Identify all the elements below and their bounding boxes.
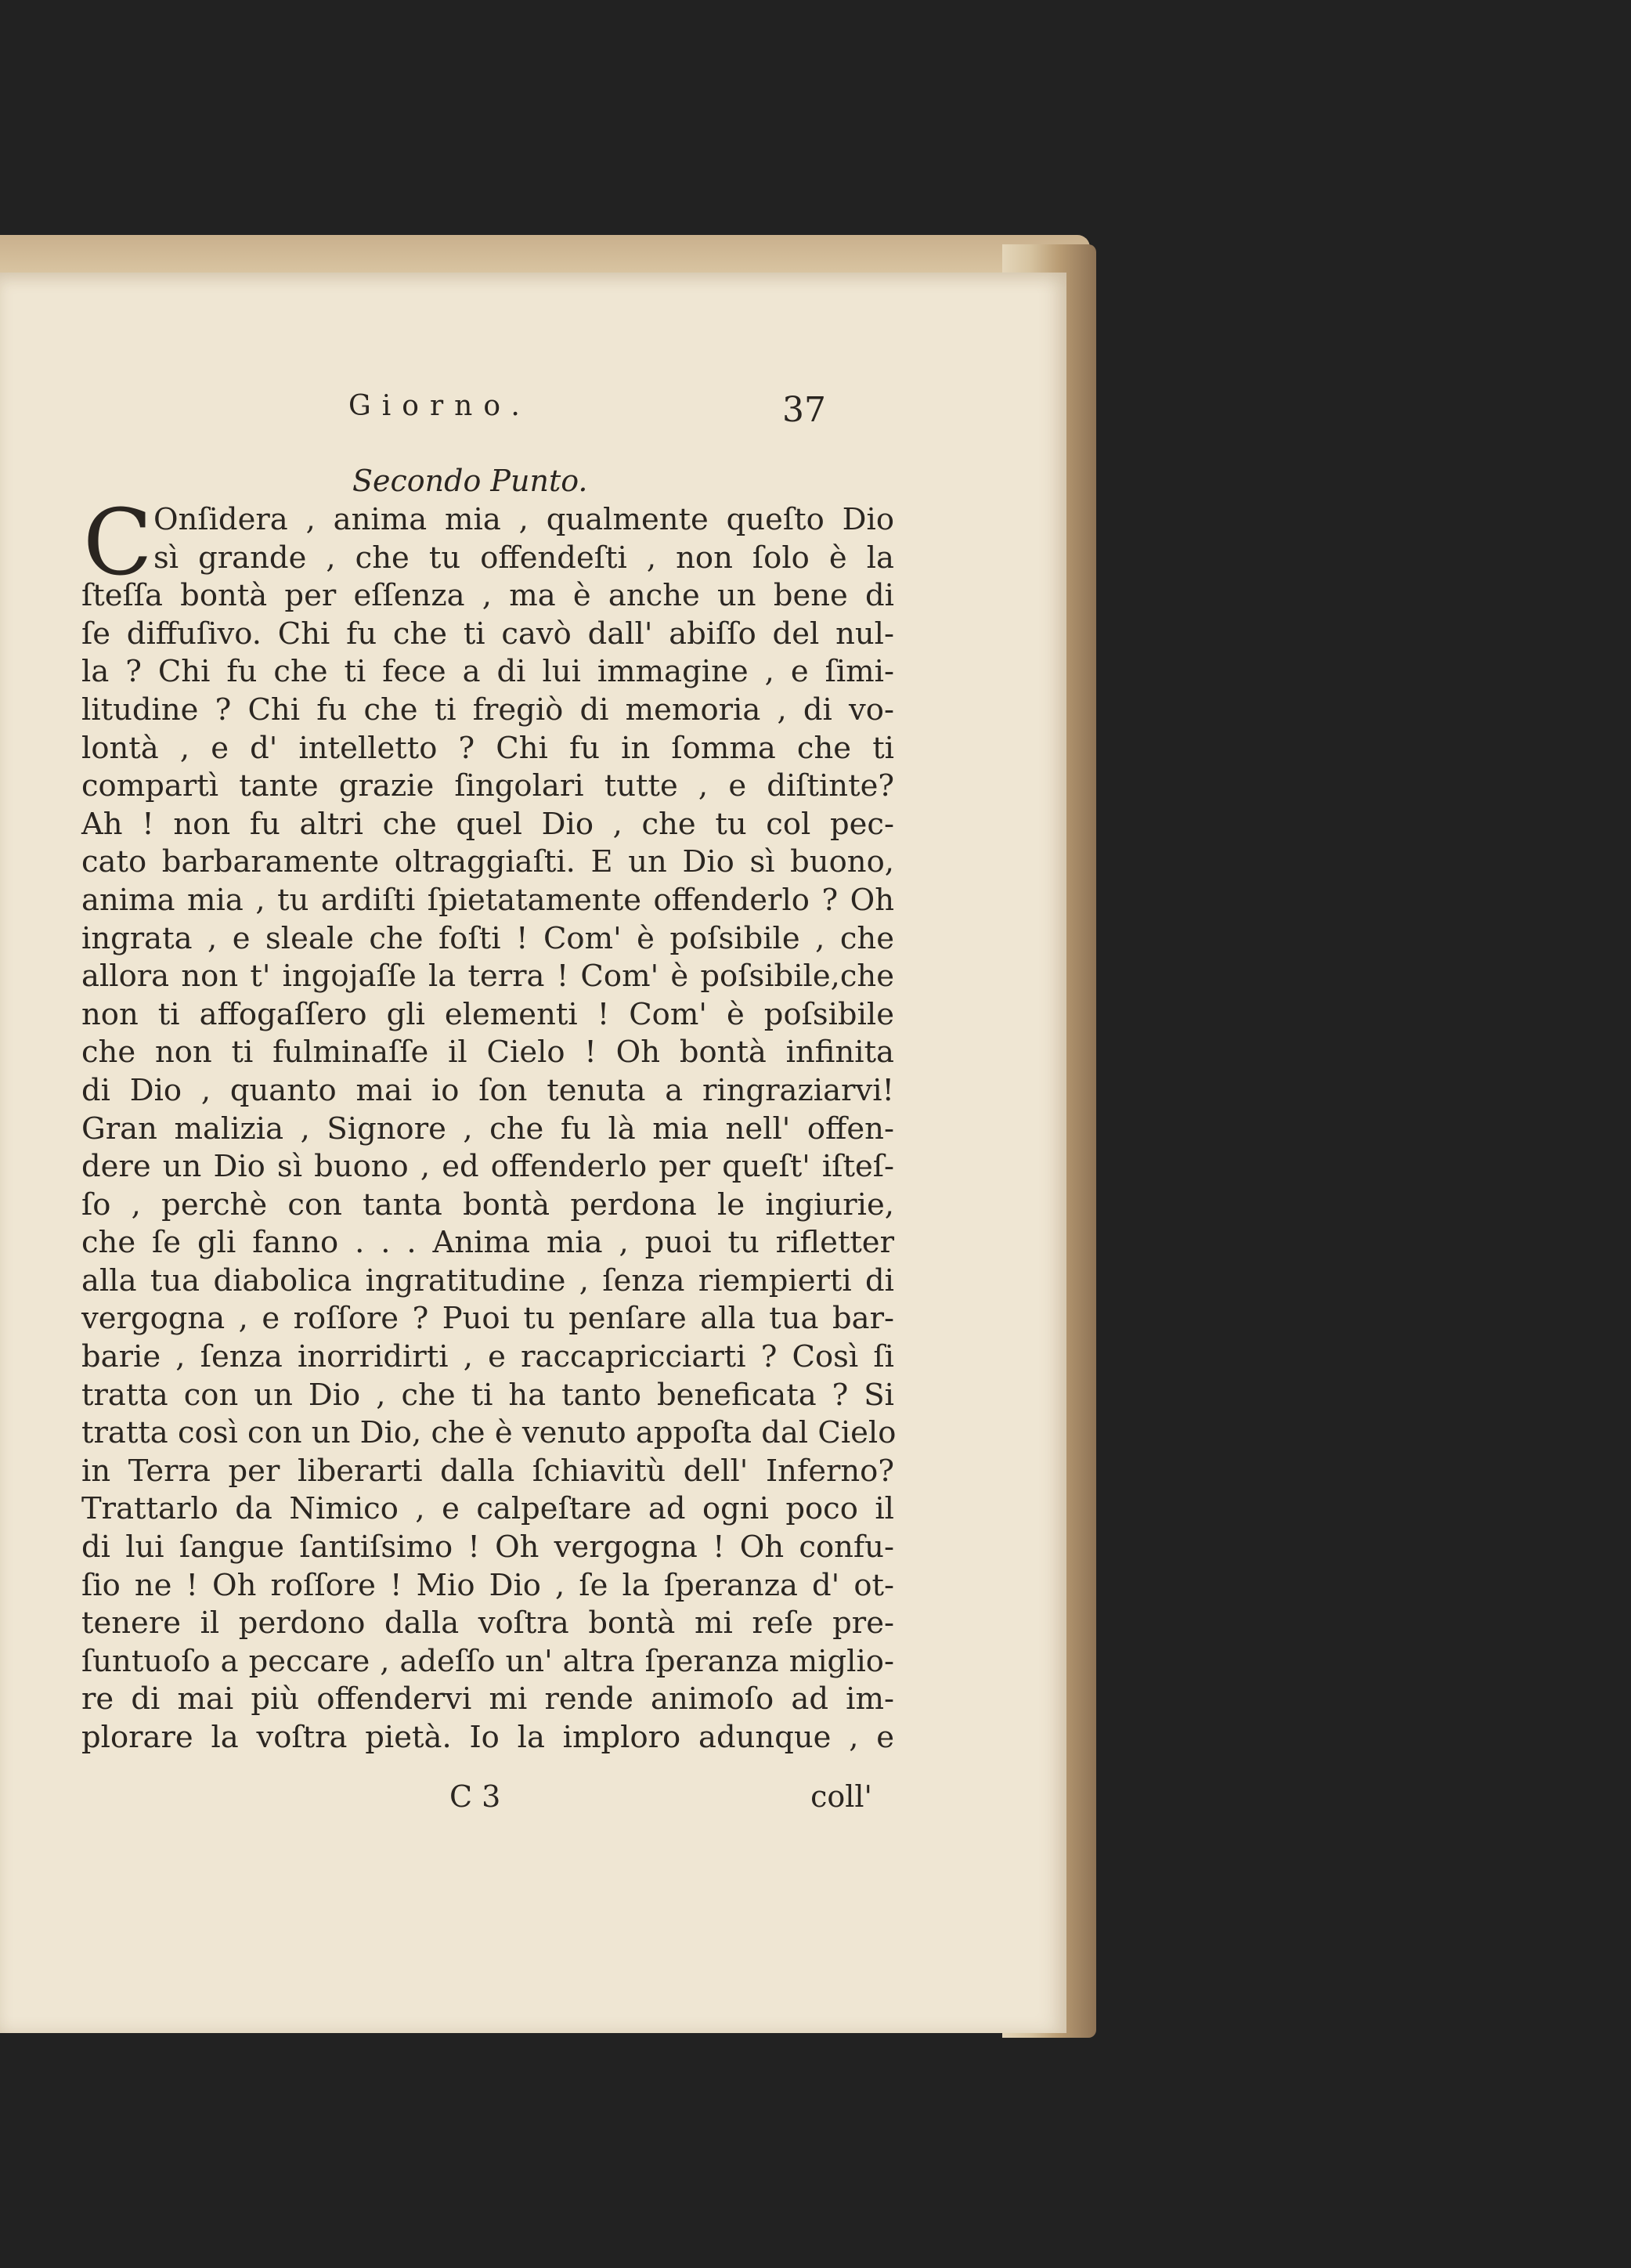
text-line: plorare la voſtra pietà. Io la imploro adunque , e xyxy=(81,1720,894,1755)
text-line: barie , ſenza inorridirti , e raccapricciarti ? Così ſi xyxy=(81,1339,894,1375)
text-line: cato barbaramente oltraggiaſti. E un Dio sì buono, xyxy=(81,844,894,880)
text-line: che non ti fulminaſſe il Cielo ! Oh bontà infinita xyxy=(81,1035,894,1071)
catchword: coll' xyxy=(810,1779,872,1814)
text-line: tratta così con un Dio, che è venuto appoſta dal Cielo xyxy=(81,1415,897,1451)
page-number: 37 xyxy=(782,390,826,430)
text-line: anima mia , tu ardiſti ſpietatamente offenderlo ? Oh xyxy=(81,882,894,918)
section-title: Secondo Punto. xyxy=(352,464,588,498)
text-line: ſo , perchè con tanta bontà perdona le ingiurie, xyxy=(81,1186,894,1222)
text-line: litudine ? Chi fu che ti fregiò di memoria , di vo- xyxy=(81,692,894,728)
text-line: in Terra per liberarti dalla ſchiavitù dell' Inferno? xyxy=(81,1453,894,1489)
text-line: compartì tante grazie ſingolari tutte , e diſtinte? xyxy=(81,768,894,804)
text-line: che ſe gli fanno . . . Anima mia , puoi tu rifletter xyxy=(81,1225,894,1261)
text-line: ſteſſa bontà per eſſenza , ma è anche un bene di xyxy=(81,578,894,614)
text-line: di lui ſangue ſantiſsimo ! Oh vergogna ! Oh confu- xyxy=(81,1529,894,1566)
text-line: Trattarlo da Nimico , e calpeſtare ad ogni poco il xyxy=(81,1491,894,1527)
running-head-title: Giorno. xyxy=(348,390,531,422)
drop-cap: C xyxy=(83,490,153,596)
text-line: ſio ne ! Oh roſſore ! Mio Dio , ſe la ſperanza d' ot- xyxy=(81,1567,894,1603)
text-line: tratta con un Dio , che ti ha tanto beneficata ? Si xyxy=(81,1377,894,1413)
body-text xyxy=(81,501,897,1757)
text-line: di Dio , quanto mai io ſon tenuta a ringraziarvi! xyxy=(81,1072,894,1108)
text-line: tenere il perdono dalla voſtra bontà mi reſe pre- xyxy=(81,1605,894,1641)
text-line: allora non t' ingojaſſe la terra ! Com' è poſsibile,che xyxy=(81,959,894,995)
text-line: alla tua diabolica ingratitudine , ſenza riempierti di xyxy=(81,1262,894,1298)
text-line: sì grande , che tu offendeſti , non ſolo è la xyxy=(153,540,894,576)
text-line: ſe diffuſivo. Chi fu che ti cavò dall' abiſſo del nul- xyxy=(81,616,894,652)
text-line: re di mai più offendervi mi rende animoſo ad im- xyxy=(81,1681,894,1717)
text-line: Onſidera , anima mia , qualmente queſto Dio xyxy=(153,502,894,537)
text-line: lontà , e d' intelletto ? Chi fu in ſomma che ti xyxy=(81,730,894,766)
text-line: non ti affogaſſero gli elementi ! Com' è poſsibile xyxy=(81,996,894,1032)
text-line: Gran malizia , Signore , che fu là mia nell' offen- xyxy=(81,1111,894,1147)
text-line: ſuntuoſo a peccare , adeſſo un' altra ſperanza miglio- xyxy=(81,1643,894,1679)
text-line: dere un Dio sì buono , ed offenderlo per queſt' iſteſ- xyxy=(81,1149,894,1185)
text-line: Ah ! non fu altri che quel Dio , che tu col pec- xyxy=(81,806,894,842)
signature-mark: C 3 xyxy=(449,1779,501,1814)
text-line: la ? Chi fu che ti fece a di lui immagine , e ſimi- xyxy=(81,654,894,690)
text-line: vergogna , e roſſore ? Puoi tu penſare alla tua bar- xyxy=(81,1301,894,1337)
text-line: ingrata , e sleale che foſti ! Com' è poſsibile , che xyxy=(81,920,894,956)
page-footer xyxy=(81,1779,872,1823)
running-head xyxy=(348,390,826,437)
